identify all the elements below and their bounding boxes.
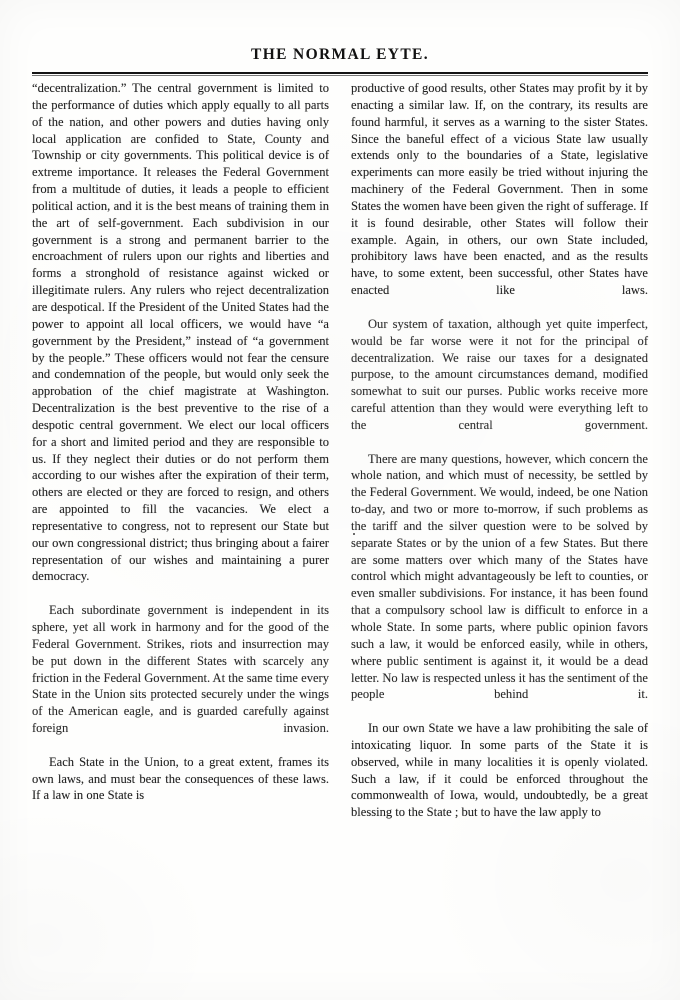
paragraph: “decentralization.” The central government is limited to the performance of duties which apply equally to all parts of the nation, and other powers and duties having only local application are confided to State, County and Township or city governments. This political device is of extreme importance. It releases the Federal Government from a multitude of duties, it leads a people to efficient political action, and it is the best means of training them in the art of self-government. Each subdivision in our government is a strong and permanent barrier to the encroachment of rulers upon our rights and liberties and forms a stronghold of resistance against wicked or illegitimate rulers. Any rulers who reject decentralization are despotical. If the President of the United States had the power to appoint all local officers, we would have “a government by the President,” instead of “a government by the people.” These officers would not fear the censure and condemnation of the people, but would only seek the approbation of the chief magistrate at Washington. Decentralization is the best preventive to the rise of a despotic central government. We elect our local officers for a short and limited period and they are responsible to us. If they neglect their duties or do not perform them according to our wishes after the expiration of their term, others are elected or they are forced to resign, and others are appointed to fill the vacancies. We elect a representative to congress, not to represent our State but our own congressional district; thus bringing about a fairer representation of our wishes and maintaining a purer democracy. bbox=[32, 81, 329, 584]
page-title: THE NORMAL EYTE. bbox=[251, 46, 429, 63]
paragraph: Our system of taxation, although yet quite imperfect, would be far worse were it not for the principal of decentralization. We raise our taxes for a designated purpose, to the amount circumstances demand, modified somewhat to suit our purses. Public works receive more careful attention than they would were everything left to the central government. bbox=[351, 316, 648, 432]
paragraph: Each State in the Union, to a great extent, frames its own laws, and must bear the consequences of these laws. If a law in one State is bbox=[32, 754, 329, 803]
header-rule-thick bbox=[32, 72, 648, 74]
paragraph: Each subordinate government is independent in its sphere, yet all work in harmony and for the good of the Federal Government. Strikes, riots and insurrection may be put down in the different States with scarcely any friction in the Federal Government. At the same time every State in the Union sits protected securely under the wings of the American eagle, and is guarded carefully against foreign invasion. bbox=[32, 603, 329, 736]
header-rule-thin bbox=[32, 75, 648, 76]
article-body bbox=[32, 80, 648, 960]
left-column bbox=[32, 80, 329, 804]
paragraph: productive of good results, other States may profit by it by enacting a similar law. If, on the contrary, its results are found harmful, it serves as a warning to the sister States. Since the baneful effect of a vicious State law usually extends only to the boundaries of a State, legislative experiments can more easily be tried without injuring the machinery of the Federal Government. Then in some States the women have been given the right of sufferage. If it is found desirable, other States will follow their example. Again, in others, our own State included, prohibitory laws have been enacted, and as the results have, to some extent, been successful, other States have enacted like laws. bbox=[351, 81, 648, 298]
paragraph: In our own State we have a law prohibiting the sale of intoxicating liquor. In some parts of the State it is observed, while in many localities it is openly violated. Such a law, if it could be enforced throughout the commonwealth of Iowa, would, undoubtedly, be a great blessing to the State ; but to have the law apply to bbox=[351, 721, 648, 820]
right-column bbox=[351, 80, 648, 821]
paragraph: There are many questions, however, which concern the whole nation, and which must of necessity, be settled by the Federal Government. We would, indeed, be one Nation to-day, and two or more to-morrow, if such problems as the tariff and the silver question were to be solved by separate States or by the union of a few States. But there are some matters over which many of the States have control which might advantageously be left to counties, or even smaller subdivisions. For instance, it has been found that a compulsory school law is difficult to enforce in a whole State. In some parts, where public opinion favors such a law, it would be enforced easily, while in others, where public sentiment is against it, it would be a dead letter. No law is respected unless it has the sentiment of the people behind it. bbox=[351, 451, 648, 702]
running-head bbox=[0, 46, 680, 64]
header-rule bbox=[32, 72, 648, 76]
